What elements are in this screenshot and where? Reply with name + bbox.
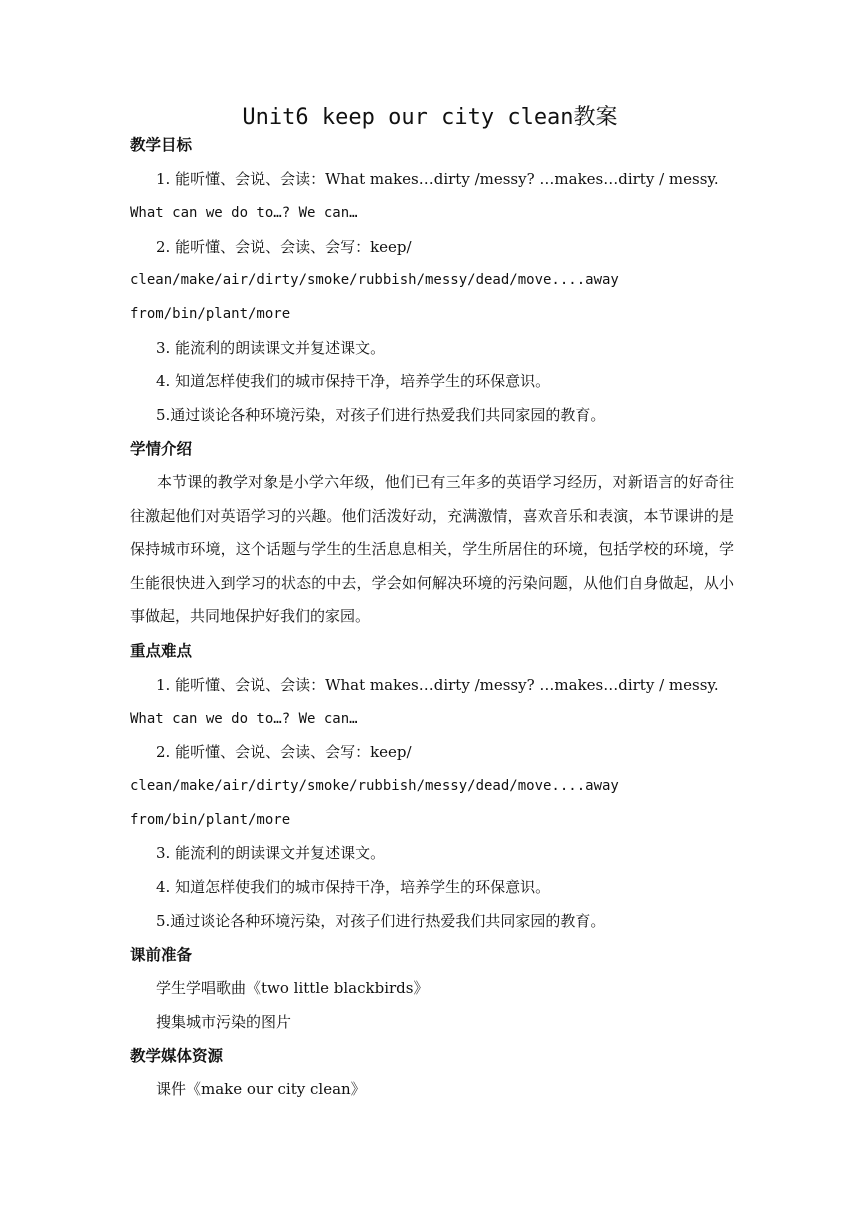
students-paragraph: 本节课的教学对象是小学六年级，他们已有三年多的英语学习经历，对新语言的好奇往往激起他们对英语学习的兴趣。他们活泼好动，充满激情，喜欢音乐和表演，本节课讲的是保持城市环境，这个话题与学生的生活息息相关，学生所居住的环境，包括学校的环境，学生能很快进入到学习的状态的中去，学会如何解决环境的污染问题，从他们自身做起，从小事做起，共同地保护好我们的家园。 xyxy=(130,473,734,626)
key-point-item-3: 3. 能流利的朗读课文并复述课文。 xyxy=(156,844,386,862)
objective-item-1-line-2: What can we do to…? We can… xyxy=(130,205,358,221)
objective-item-1-line-1: 1. 能听懂、会说、会读：What makes…dirty /messy? …makes…dirty / messy. xyxy=(156,170,719,188)
key-point-item-1-line-1: 1. 能听懂、会说、会读：What makes…dirty /messy? …makes…dirty / messy. xyxy=(156,676,719,694)
heading-media: 教学媒体资源 xyxy=(130,1047,224,1065)
heading-key-points: 重点难点 xyxy=(130,642,193,660)
objective-item-3: 3. 能流利的朗读课文并复述课文。 xyxy=(156,339,386,357)
key-point-item-4: 4. 知道怎样使我们的城市保持干净，培养学生的环保意识。 xyxy=(156,878,551,896)
objective-item-2-line-1: 2. 能听懂、会说、会读、会写：keep/ xyxy=(156,238,412,256)
document-title: Unit6 keep our city clean教案 xyxy=(242,105,618,130)
key-point-item-5: 5.通过谈论各种环境污染，对孩子们进行热爱我们共同家园的教育。 xyxy=(156,912,606,930)
heading-preparation: 课前准备 xyxy=(130,946,193,964)
heading-students: 学情介绍 xyxy=(130,440,193,458)
objective-item-2-line-3: from/bin/plant/more xyxy=(130,306,291,322)
key-point-item-1-line-2: What can we do to…? We can… xyxy=(130,711,358,727)
objective-item-4: 4. 知道怎样使我们的城市保持干净，培养学生的环保意识。 xyxy=(156,372,551,390)
media-item-1: 课件《make our city clean》 xyxy=(156,1080,366,1098)
heading-objectives: 教学目标 xyxy=(130,136,193,154)
key-point-item-2-line-2: clean/make/air/dirty/smoke/rubbish/messy/dead/move....away xyxy=(130,778,619,794)
key-point-item-2-line-1: 2. 能听懂、会说、会读、会写：keep/ xyxy=(156,743,412,761)
key-point-item-2-line-3: from/bin/plant/more xyxy=(130,812,291,828)
objective-item-5: 5.通过谈论各种环境污染，对孩子们进行热爱我们共同家园的教育。 xyxy=(156,406,606,424)
objective-item-2-line-2: clean/make/air/dirty/smoke/rubbish/messy/dead/move....away xyxy=(130,272,619,288)
preparation-item-1: 学生学唱歌曲《two little blackbirds》 xyxy=(156,979,429,997)
preparation-item-2: 搜集城市污染的图片 xyxy=(156,1013,292,1031)
